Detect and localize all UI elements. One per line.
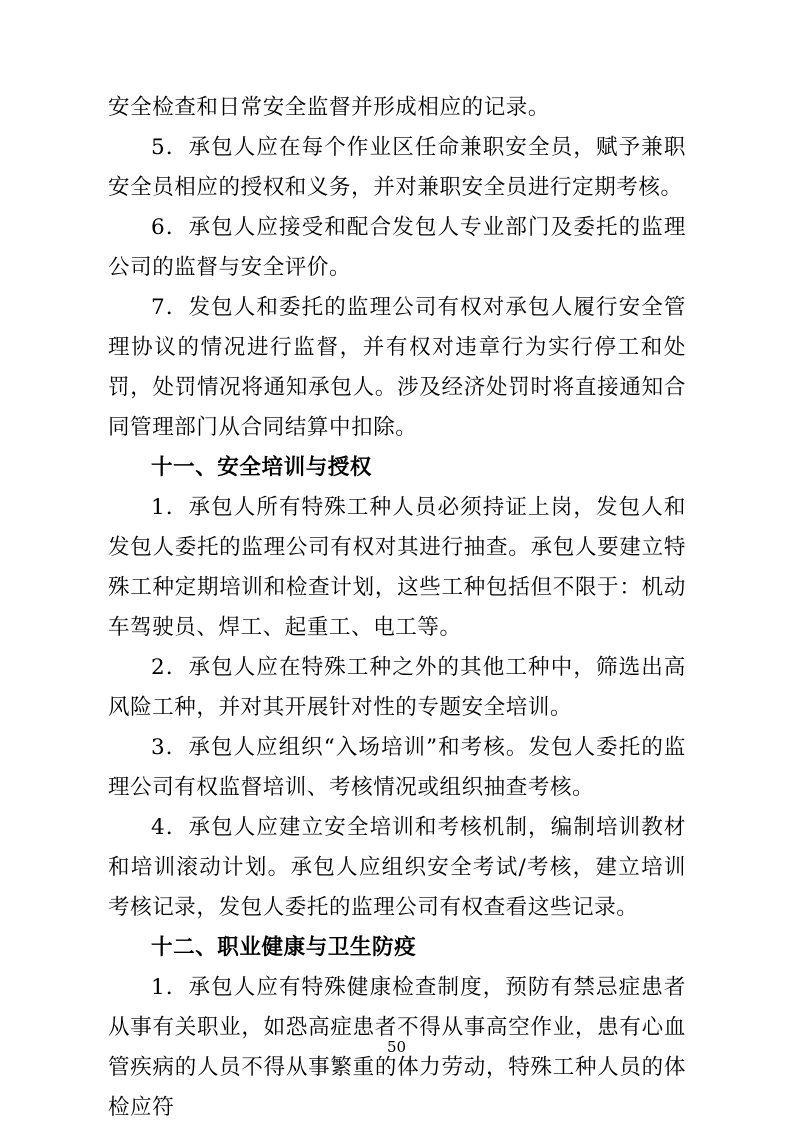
body-paragraph: 1．承包人所有特殊工种人员必须持证上岗，发包人和发包人委托的监理公司有权对其进行抽查。承包人要建立特殊工种定期培训和检查计划，这些工种包括但不限于：机动车驾驶员、焊工、起重工、电工等。 <box>108 495 686 640</box>
body-paragraph: 3．承包人应组织“入场培训”和考核。发包人委托的监理公司有权监督培训、考核情况或组织抽查考核。 <box>108 735 686 800</box>
section-heading-safety-training: 十一、安全培训与授权 <box>151 455 373 480</box>
body-paragraph: 6．承包人应接受和配合发包人专业部门及委托的监理公司的监督与安全评价。 <box>108 215 686 280</box>
body-paragraph: 1．承包人应有特殊健康检查制度，预防有禁忌症患者从事有关职业，如恐高症患者不得从事高空作业，患有心血管疾病的人员不得从事繁重的体力劳动，特殊工种人员的体检应符 <box>108 975 686 1120</box>
section-heading-occupational-health: 十二、职业健康与卫生防疫 <box>151 935 417 960</box>
page-content <box>108 88 686 1122</box>
body-paragraph: 7．发包人和委托的监理公司有权对承包人履行安全管理协议的情况进行监督，并有权对违章行为实行停工和处罚，处罚情况将通知承包人。涉及经济处罚时将直接通知合同管理部门从合同结算中扣除。 <box>108 295 686 440</box>
body-paragraph: 安全检查和日常安全监督并形成相应的记录。 <box>108 95 551 120</box>
body-paragraph: 5．承包人应在每个作业区任命兼职安全员，赋予兼职安全员相应的授权和义务，并对兼职安全员进行定期考核。 <box>108 135 686 200</box>
body-paragraph: 4．承包人应建立安全培训和考核机制，编制培训教材和培训滚动计划。承包人应组织安全考试/考核，建立培训考核记录，发包人委托的监理公司有权查看这些记录。 <box>108 815 686 920</box>
body-paragraph: 2．承包人应在特殊工种之外的其他工种中，筛选出高风险工种，并对其开展针对性的专题安全培训。 <box>108 655 686 720</box>
page-number: 50 <box>386 1038 407 1056</box>
